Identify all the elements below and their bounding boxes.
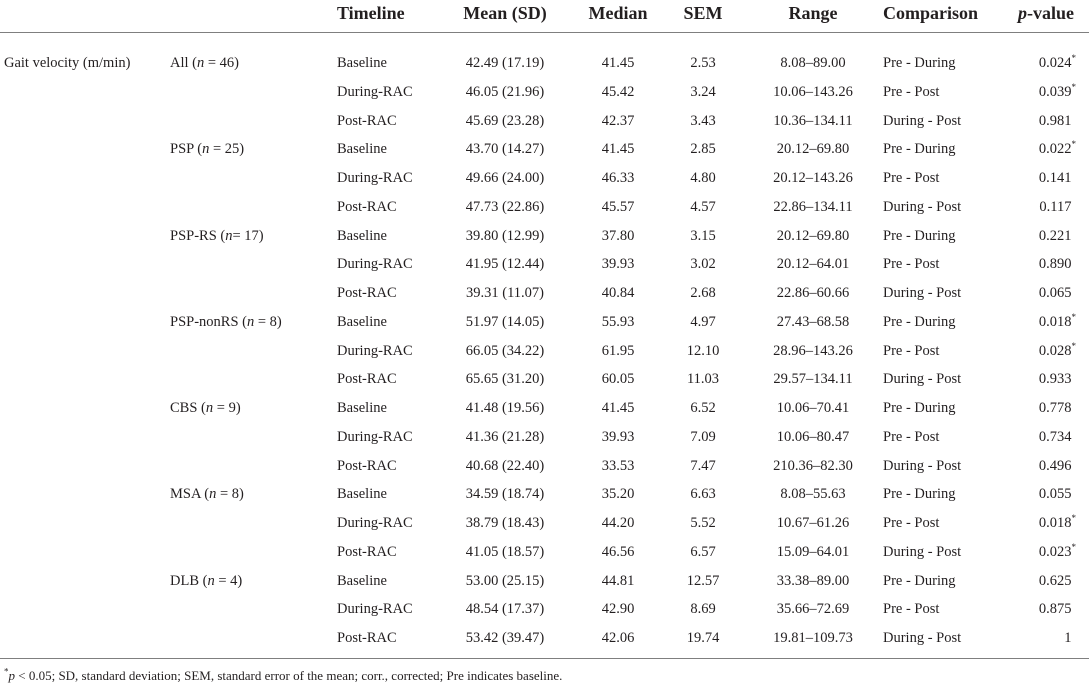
cell-p-value bbox=[1039, 372, 1076, 387]
cell-sem: 4.57 bbox=[690, 198, 716, 215]
cell-median: 41.45 bbox=[601, 55, 635, 71]
cell-median: 40.84 bbox=[601, 285, 635, 301]
cell-sem: 3.02 bbox=[690, 256, 716, 273]
cell-median: 41.45 bbox=[601, 400, 635, 416]
cell-timeline: Post-RAC bbox=[337, 457, 397, 474]
cell-range: 20.12–143.26 bbox=[773, 170, 853, 186]
group-n-suffix: = 9) bbox=[213, 400, 241, 416]
cell-sem: 7.09 bbox=[690, 428, 716, 445]
group-n-suffix: = 4) bbox=[214, 572, 243, 589]
cell-comparison: During - Post bbox=[883, 198, 962, 215]
group-n-label: n bbox=[225, 227, 233, 244]
cell-range: 10.06–70.41 bbox=[776, 400, 850, 416]
cell-sem: 6.52 bbox=[690, 400, 716, 416]
group-n-suffix: = 46) bbox=[204, 55, 240, 71]
cell-sem: 3.24 bbox=[690, 83, 716, 100]
cell-range: 20.12–64.01 bbox=[776, 256, 850, 273]
cell-comparison: Pre - Post bbox=[883, 256, 940, 273]
p-value-number: 0.039 bbox=[1038, 83, 1072, 100]
cell-p-value bbox=[1039, 487, 1076, 502]
group-n-label: n bbox=[197, 55, 205, 71]
cell-sem: 3.15 bbox=[690, 227, 716, 244]
cell-range: 8.08–89.00 bbox=[780, 55, 846, 71]
header-rule bbox=[0, 32, 1089, 33]
cell-sem: 19.74 bbox=[686, 630, 720, 646]
cell-p-value bbox=[1039, 114, 1076, 129]
cell-range: 10.67–61.26 bbox=[776, 515, 850, 531]
cell-timeline: During-RAC bbox=[337, 170, 413, 186]
cell-range: 28.96–143.26 bbox=[773, 342, 853, 359]
cell-mean-sd: 42.49 (17.19) bbox=[465, 55, 545, 71]
group-name: DLB bbox=[170, 572, 199, 589]
cell-median: 60.05 bbox=[601, 371, 635, 388]
cell-sem: 5.52 bbox=[690, 515, 716, 531]
cell-range: 19.81–109.73 bbox=[773, 630, 853, 646]
cell-comparison: Pre - During bbox=[883, 572, 956, 589]
cell-median: 44.81 bbox=[601, 572, 635, 589]
cell-sem: 2.53 bbox=[690, 55, 716, 71]
group-n-prefix: ( bbox=[216, 227, 226, 244]
cell-timeline: Post-RAC bbox=[337, 371, 397, 388]
cell-range: 210.36–82.30 bbox=[773, 457, 853, 474]
group-n-prefix: ( bbox=[193, 141, 203, 158]
group-n-prefix: ( bbox=[197, 400, 206, 416]
cell-timeline: Post-RAC bbox=[337, 285, 397, 301]
group-label bbox=[170, 315, 282, 330]
cell-range: 33.38–89.00 bbox=[776, 572, 850, 589]
cell-mean-sd: 47.73 (22.86) bbox=[465, 198, 545, 215]
cell-p-value bbox=[1039, 171, 1076, 186]
cell-range: 20.12–69.80 bbox=[776, 227, 850, 244]
cell-comparison: Pre - During bbox=[883, 141, 956, 158]
cell-range: 22.86–60.66 bbox=[776, 285, 850, 301]
significance-mark: * bbox=[1071, 541, 1076, 552]
group-n-suffix: = 25) bbox=[209, 141, 245, 158]
cell-mean-sd: 43.70 (14.27) bbox=[465, 141, 545, 158]
cell-range: 10.06–80.47 bbox=[776, 428, 850, 445]
cell-median: 39.93 bbox=[601, 256, 635, 273]
group-n-label: n bbox=[202, 141, 210, 158]
cell-median: 42.06 bbox=[601, 630, 635, 646]
cell-median: 61.95 bbox=[601, 342, 635, 359]
cell-range: 22.86–134.11 bbox=[773, 198, 853, 215]
group-n-label: n bbox=[205, 400, 214, 416]
cell-timeline: Post-RAC bbox=[337, 198, 397, 215]
cell-mean-sd: 34.59 (18.74) bbox=[465, 486, 545, 503]
group-label bbox=[170, 229, 264, 244]
group-name: PSP bbox=[170, 141, 194, 158]
cell-range: 15.09–64.01 bbox=[776, 543, 850, 560]
cell-p-value bbox=[1039, 574, 1076, 589]
cell-p-value bbox=[1064, 631, 1076, 646]
cell-range: 10.36–134.11 bbox=[773, 112, 853, 129]
cell-p-value bbox=[1039, 200, 1076, 215]
header-mean-sd: Mean (SD) bbox=[463, 3, 547, 23]
cell-mean-sd: 45.69 (23.28) bbox=[465, 112, 545, 129]
cell-median: 46.33 bbox=[601, 170, 635, 186]
cell-comparison: Pre - Post bbox=[883, 83, 940, 100]
cell-mean-sd: 65.65 (31.20) bbox=[465, 371, 545, 388]
significance-mark: * bbox=[1071, 53, 1076, 64]
cell-mean-sd: 40.68 (22.40) bbox=[465, 457, 545, 474]
cell-median: 45.42 bbox=[601, 83, 635, 100]
cell-median: 44.20 bbox=[601, 515, 635, 531]
cell-p-value bbox=[1039, 286, 1076, 301]
cell-sem: 4.80 bbox=[690, 170, 716, 186]
cell-mean-sd: 51.97 (14.05) bbox=[465, 313, 545, 330]
cell-comparison: During - Post bbox=[883, 371, 962, 388]
cell-p-value bbox=[1038, 340, 1076, 359]
cell-range: 20.12–69.80 bbox=[776, 141, 850, 158]
p-value-number: 0.221 bbox=[1038, 227, 1072, 244]
cell-timeline: During-RAC bbox=[337, 256, 413, 273]
cell-median: 39.93 bbox=[601, 428, 635, 445]
cell-p-value bbox=[1039, 430, 1076, 445]
cell-timeline: Baseline bbox=[337, 141, 387, 158]
cell-timeline: Post-RAC bbox=[337, 543, 397, 560]
cell-median: 45.57 bbox=[601, 198, 635, 215]
header-p-value bbox=[1018, 4, 1074, 22]
cell-mean-sd: 41.95 (12.44) bbox=[465, 256, 545, 273]
p-value-number: 0.055 bbox=[1038, 486, 1072, 503]
cell-timeline: During-RAC bbox=[337, 342, 413, 359]
header-p-suffix: -value bbox=[1027, 3, 1074, 23]
group-n-suffix: = 8) bbox=[254, 313, 282, 330]
cell-comparison: Pre - During bbox=[883, 55, 956, 71]
cell-sem: 6.57 bbox=[690, 543, 716, 560]
group-name: CBS bbox=[170, 400, 198, 416]
cell-comparison: During - Post bbox=[883, 112, 962, 129]
significance-mark: * bbox=[1071, 81, 1076, 92]
cell-median: 35.20 bbox=[601, 486, 635, 503]
group-name: PSP-RS bbox=[170, 227, 217, 244]
cell-mean-sd: 53.00 (25.15) bbox=[465, 572, 545, 589]
header-p-italic: p bbox=[1018, 3, 1027, 23]
cell-comparison: Pre - Post bbox=[883, 515, 940, 531]
p-value-number: 0.018 bbox=[1038, 313, 1072, 330]
p-value-number: 0.022 bbox=[1038, 141, 1072, 158]
cell-median: 55.93 bbox=[601, 313, 635, 330]
cell-range: 10.06–143.26 bbox=[773, 83, 853, 100]
cell-sem: 11.03 bbox=[686, 371, 720, 388]
p-value-number: 0.933 bbox=[1038, 371, 1072, 388]
cell-mean-sd: 66.05 (34.22) bbox=[465, 342, 545, 359]
p-value-number: 0.028 bbox=[1038, 342, 1072, 359]
cell-comparison: Pre - During bbox=[883, 313, 956, 330]
cell-sem: 2.68 bbox=[690, 285, 716, 301]
cell-range: 35.66–72.69 bbox=[776, 601, 850, 618]
footnote-text: < 0.05; SD, standard deviation; SEM, standard error of the mean; corr., corrected; Pre indicates baseline. bbox=[15, 668, 563, 683]
p-value-number: 0.875 bbox=[1038, 601, 1072, 618]
cell-sem: 12.57 bbox=[686, 572, 720, 589]
cell-timeline: Post-RAC bbox=[337, 112, 397, 129]
cell-mean-sd: 38.79 (18.43) bbox=[465, 515, 545, 531]
footnote bbox=[4, 666, 563, 683]
cell-timeline: Baseline bbox=[337, 572, 387, 589]
cell-comparison: Pre - During bbox=[883, 486, 956, 503]
cell-median: 41.45 bbox=[601, 141, 635, 158]
group-n-prefix: ( bbox=[200, 486, 210, 503]
cell-median: 37.80 bbox=[601, 227, 635, 244]
p-value-number: 0.625 bbox=[1038, 572, 1072, 589]
cell-comparison: Pre - Post bbox=[883, 428, 940, 445]
cell-comparison: Pre - Post bbox=[883, 170, 940, 186]
p-value-number: 0.141 bbox=[1038, 170, 1072, 186]
cell-comparison: Pre - Post bbox=[883, 601, 940, 618]
cell-sem: 2.85 bbox=[690, 141, 716, 158]
header-comparison: Comparison bbox=[883, 3, 979, 23]
p-value-number: 0.023 bbox=[1038, 543, 1072, 560]
cell-mean-sd: 39.31 (11.07) bbox=[466, 285, 544, 301]
cell-timeline: Baseline bbox=[337, 400, 387, 416]
p-value-number: 0.981 bbox=[1038, 112, 1072, 129]
cell-sem: 6.63 bbox=[690, 486, 716, 503]
cell-p-value bbox=[1038, 541, 1076, 560]
header-range: Range bbox=[788, 3, 838, 23]
group-n-suffix: = 17) bbox=[232, 227, 264, 244]
group-label bbox=[170, 142, 244, 157]
cell-range: 8.08–55.63 bbox=[780, 486, 846, 503]
group-n-suffix: = 8) bbox=[216, 486, 244, 503]
cell-p-value bbox=[1039, 257, 1076, 272]
header-median: Median bbox=[588, 3, 648, 23]
cell-timeline: Baseline bbox=[337, 486, 387, 503]
cell-timeline: Baseline bbox=[337, 227, 387, 244]
footnote-mark: * bbox=[4, 666, 9, 677]
group-n-prefix: ( bbox=[199, 572, 208, 589]
group-name: All bbox=[170, 55, 189, 71]
cell-timeline: During-RAC bbox=[337, 515, 413, 531]
p-value-number: 0.496 bbox=[1038, 457, 1072, 474]
p-value-number: 0.778 bbox=[1038, 400, 1072, 416]
cell-mean-sd: 49.66 (24.00) bbox=[465, 170, 545, 186]
group-name: PSP-nonRS bbox=[170, 313, 239, 330]
cell-timeline: During-RAC bbox=[337, 601, 413, 618]
cell-timeline: During-RAC bbox=[337, 428, 413, 445]
footnote-p-italic: p bbox=[8, 668, 15, 683]
cell-sem: 8.69 bbox=[690, 601, 716, 618]
group-n-label: n bbox=[207, 572, 215, 589]
cell-median: 42.90 bbox=[601, 601, 635, 618]
group-n-label: n bbox=[246, 313, 255, 330]
cell-sem: 12.10 bbox=[686, 342, 720, 359]
cell-p-value bbox=[1038, 81, 1076, 100]
p-value-number: 0.018 bbox=[1038, 515, 1072, 531]
p-value-number: 1 bbox=[1064, 630, 1072, 646]
group-label bbox=[170, 487, 244, 502]
p-value-number: 0.890 bbox=[1038, 256, 1072, 273]
cell-comparison: During - Post bbox=[883, 285, 962, 301]
cell-p-value bbox=[1038, 311, 1076, 330]
group-label bbox=[170, 574, 242, 589]
cell-p-value bbox=[1039, 229, 1076, 244]
cell-mean-sd: 39.80 (12.99) bbox=[465, 227, 545, 244]
p-value-number: 0.734 bbox=[1038, 428, 1072, 445]
p-value-number: 0.024 bbox=[1038, 55, 1072, 71]
p-value-number: 0.117 bbox=[1039, 198, 1072, 215]
group-label bbox=[170, 401, 241, 416]
cell-mean-sd: 48.54 (17.37) bbox=[465, 601, 545, 618]
group-n-prefix: ( bbox=[188, 55, 197, 71]
cell-p-value bbox=[1039, 459, 1076, 474]
significance-mark: * bbox=[1071, 139, 1076, 150]
cell-median: 33.53 bbox=[601, 457, 635, 474]
cell-mean-sd: 53.42 (39.47) bbox=[465, 630, 545, 646]
group-label bbox=[170, 56, 239, 71]
cell-timeline: During-RAC bbox=[337, 83, 413, 100]
cell-comparison: During - Post bbox=[883, 457, 962, 474]
bottom-rule bbox=[0, 658, 1089, 659]
cell-comparison: During - Post bbox=[883, 543, 962, 560]
cell-median: 46.56 bbox=[601, 543, 635, 560]
cell-mean-sd: 46.05 (21.96) bbox=[465, 83, 545, 100]
cell-sem: 3.43 bbox=[690, 112, 716, 129]
cell-range: 27.43–68.58 bbox=[776, 313, 850, 330]
significance-mark: * bbox=[1071, 311, 1076, 322]
cell-p-value bbox=[1039, 401, 1076, 416]
group-n-label: n bbox=[209, 486, 217, 503]
cell-mean-sd: 41.36 (21.28) bbox=[465, 428, 545, 445]
cell-median: 42.37 bbox=[601, 112, 635, 129]
cell-sem: 7.47 bbox=[690, 457, 716, 474]
cell-comparison: During - Post bbox=[883, 630, 962, 646]
group-name: MSA bbox=[170, 486, 201, 503]
cell-p-value bbox=[1038, 513, 1076, 531]
cell-mean-sd: 41.48 (19.56) bbox=[465, 400, 545, 416]
cell-timeline: Baseline bbox=[337, 55, 387, 71]
p-value-number: 0.065 bbox=[1038, 285, 1072, 301]
cell-mean-sd: 41.05 (18.57) bbox=[465, 543, 545, 560]
header-sem: SEM bbox=[683, 3, 723, 23]
cell-comparison: Pre - Post bbox=[883, 342, 940, 359]
cell-comparison: Pre - During bbox=[883, 400, 956, 416]
cell-timeline: Post-RAC bbox=[337, 630, 397, 646]
cell-comparison: Pre - During bbox=[883, 227, 956, 244]
significance-mark: * bbox=[1071, 513, 1076, 524]
cell-p-value bbox=[1039, 602, 1076, 617]
cell-timeline: Baseline bbox=[337, 313, 387, 330]
cell-p-value bbox=[1038, 53, 1076, 71]
measure-label: Gait velocity (m/min) bbox=[4, 55, 131, 71]
cell-range: 29.57–134.11 bbox=[773, 371, 853, 388]
cell-sem: 4.97 bbox=[690, 313, 716, 330]
cell-p-value bbox=[1038, 139, 1076, 158]
significance-mark: * bbox=[1071, 340, 1076, 351]
group-n-prefix: ( bbox=[238, 313, 247, 330]
header-timeline: Timeline bbox=[337, 3, 405, 23]
